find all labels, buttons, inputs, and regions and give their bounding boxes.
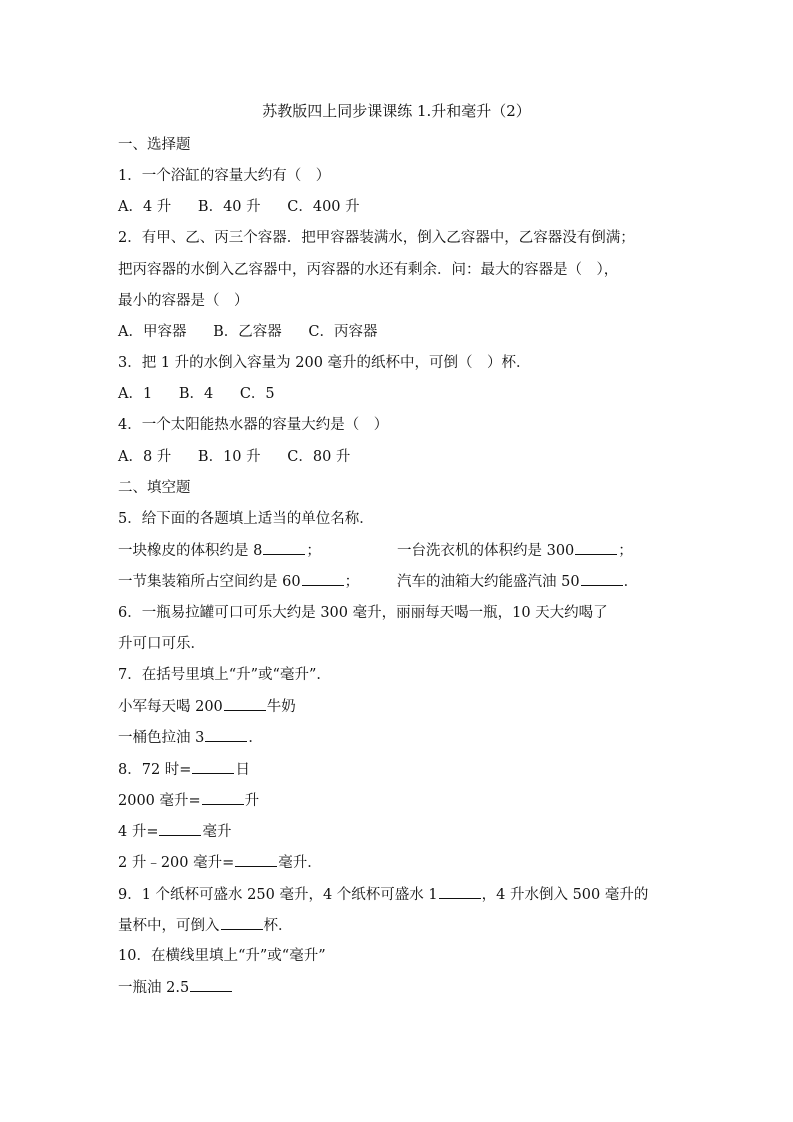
answer-blank[interactable] bbox=[190, 977, 232, 992]
question-3: 3．把 1 升的水倒入容量为 200 毫升的纸杯中，可倒（ ）杯． bbox=[118, 355, 531, 371]
option-b: B．40 升 bbox=[197, 199, 261, 215]
section-heading-choice: 一、选择题 bbox=[118, 137, 191, 153]
question-2-options bbox=[118, 322, 377, 342]
question-8-item-2: 2000 毫升= 升 bbox=[118, 790, 259, 810]
option-c: C．丙容器 bbox=[308, 324, 378, 340]
question-1-options bbox=[118, 197, 360, 217]
question-2-line-1: 2．有甲、乙、丙三个容器．把甲容器装满水，倒入乙容器中，乙容器没有倒满； bbox=[118, 230, 635, 246]
answer-blank[interactable] bbox=[224, 696, 266, 711]
answer-blank[interactable] bbox=[202, 790, 244, 805]
answer-blank[interactable] bbox=[235, 852, 277, 867]
question-6-line-1: 6．一瓶易拉罐可口可乐大约是 300 毫升，丽丽每天喝一瓶，10 天大约喝了 bbox=[118, 605, 608, 621]
question-7: 7．在括号里填上“升”或“毫升”． bbox=[118, 667, 331, 683]
question-10: 10．在横线里填上“升”或“毫升” bbox=[118, 948, 326, 964]
question-4-options bbox=[118, 447, 350, 467]
question-2-line-2: 把丙容器的水倒入乙容器中，丙容器的水还有剩余．问：最大的容器是（ ）， bbox=[118, 262, 619, 278]
option-a: A．1 bbox=[118, 386, 153, 402]
option-a: A．8 升 bbox=[118, 449, 172, 465]
answer-blank[interactable] bbox=[159, 821, 201, 836]
question-6-line-2: 升可口可乐． bbox=[118, 636, 205, 652]
question-5-item-2: 一台洗衣机的体积约是 300 ； bbox=[397, 540, 633, 560]
option-c: C．400 升 bbox=[287, 199, 360, 215]
option-a: A．甲容器 bbox=[118, 324, 187, 340]
question-4: 4．一个太阳能热水器的容量大约是（ ） bbox=[118, 417, 389, 433]
option-a: A．4 升 bbox=[118, 199, 172, 215]
answer-blank[interactable] bbox=[581, 571, 623, 586]
question-9-line-1: 9．1 个纸杯可盛水 250 毫升，4 个纸杯可盛水 1 ，4 升水倒入 500 毫升的 bbox=[118, 884, 648, 904]
answer-blank[interactable] bbox=[575, 540, 617, 555]
question-7-item-2: 一桶色拉油 3 ． bbox=[118, 727, 263, 747]
option-c: C．80 升 bbox=[287, 449, 351, 465]
question-1: 1．一个浴缸的容量大约有（ ） bbox=[118, 168, 331, 184]
answer-blank[interactable] bbox=[302, 571, 344, 586]
question-8-item-4: 2 升﹣200 毫升= 毫升． bbox=[118, 852, 322, 872]
option-b: B．10 升 bbox=[197, 449, 261, 465]
question-5-item-1: 一块橡皮的体积约是 8 ； bbox=[118, 540, 321, 560]
option-c: C．5 bbox=[239, 386, 275, 402]
option-b: B．乙容器 bbox=[213, 324, 282, 340]
question-8-item-1: 8．72 时= 日 bbox=[118, 759, 250, 779]
question-7-item-1: 小军每天喝 200 牛奶 bbox=[118, 696, 296, 716]
answer-blank[interactable] bbox=[439, 884, 481, 899]
question-3-options bbox=[118, 384, 275, 404]
question-8-item-3: 4 升= 毫升 bbox=[118, 821, 231, 841]
answer-blank[interactable] bbox=[221, 915, 263, 930]
option-b: B．4 bbox=[178, 386, 214, 402]
question-2-line-3: 最小的容器是（ ） bbox=[118, 293, 249, 309]
answer-blank[interactable] bbox=[192, 759, 234, 774]
question-5: 5．给下面的各题填上适当的单位名称． bbox=[118, 511, 374, 527]
question-10-item-1: 一瓶油 2.5 bbox=[118, 977, 233, 997]
document-title: 苏教版四上同步课课练 1.升和毫升（2） bbox=[262, 102, 531, 120]
section-heading-fill-blank: 二、填空题 bbox=[118, 480, 191, 496]
question-9-line-2: 量杯中，可倒入 杯． bbox=[118, 915, 293, 935]
answer-blank[interactable] bbox=[263, 540, 305, 555]
answer-blank[interactable] bbox=[205, 727, 247, 742]
question-5-item-3: 一节集装箱所占空间约是 60 ； bbox=[118, 571, 359, 591]
question-5-item-4: 汽车的油箱大约能盛汽油 50 ． bbox=[397, 571, 638, 591]
